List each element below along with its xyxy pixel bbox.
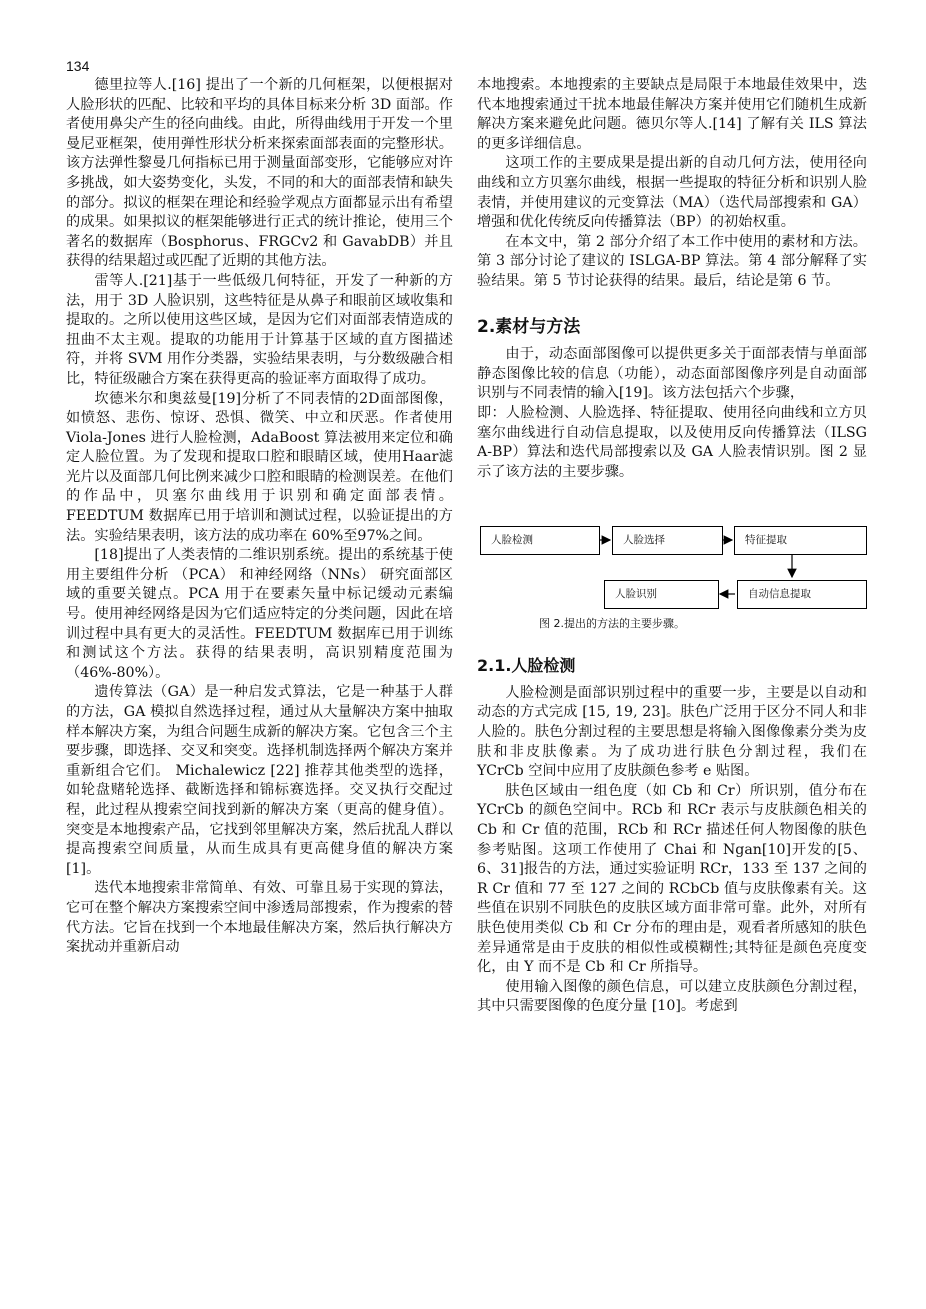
- page-number: 134: [66, 58, 90, 74]
- paragraph-lei: 雷等人.[21]基于一些低级几何特征，开发了一种新的方法，用于 3D 人脸识别，这些特征是从鼻子和眼前区域收集和提取的。之所以使用这些区域，是因为它们对面部表情造成的扭曲不太主观。提取的功能用于计算基于区域的直方图描述符，并将 SVM 用作分类器，实验结果表明，与分数级融合相比，特征级融合方案在获得更高的验证率方面取得了成功。: [66, 272, 453, 387]
- paragraph-contribution: 这项工作的主要成果是提出新的自动几何方法，使用径向曲线和立方贝塞尔曲线，根据一些提取的特征分析和识别人脸表情，并使用建议的元变算法（MA）（迭代局部搜索和 GA）增强和优化传统反向传播算法（BP）的初始权重。: [477, 155, 867, 231]
- box-face-recognition: 人脸识别: [604, 580, 719, 609]
- paragraph-outline: 在本文中，第 2 部分介绍了本工作中使用的素材和方法。第 3 部分讨论了建议的 ISLGA-BP 算法。第 4 部分解释了实验结果。第 5 节讨论获得的结果。最后，结论是第 6 节。: [477, 233, 867, 289]
- paragraph-ref18: [18]提出了人类表情的二维识别系统。提出的系统基于使用主要组件分析 （PCA） 和神经网络（NNs） 研究面部区域的重要关键点。PCA 用于在要素矢量中标记缓动元素编号。使用神经网络是因为它们适应特定的分类问题，因此在培训过程中具有更大的灵活性。FEEDTUM 数据库已用于训练和测试这个方法。获得的结果表明，高识别精度范围为（46%-80%）。: [66, 547, 453, 681]
- box-feature-extraction: 特征提取: [734, 526, 867, 555]
- section-2-heading: 2.素材与方法: [477, 316, 581, 337]
- left-column: [66, 76, 453, 958]
- section-2-1-paragraph-2: 肤色区域由一组色度（如 Cb 和 Cr）所识别，值分布在 YCrCb 的颜色空间中。RCb 和 RCr 表示与皮肤颜色相关的 Cb 和 Cr 值的范围，RCb 和 RCr 描述任何人物图像的肤色参考贴图。这项工作使用了 Chai 和 Ngan[10]开发的[5、6、31]报告的方法，通过实验证明 RCr，133 至 137 之间的 R Cr 值和 77 至 127 之间的 RCbCb 值与皮肤像素有关。这些值在识别不同肤色的皮肤区域方面非常可靠。此外，对所有肤色使用类似 Cb 和 Cr 分布的理由是，观看者所感知的肤色差异通常是由于皮肤的相似性或模糊性;其特征是颜色亮度变化，由 Y 而不是 Cb 和 Cr 所指导。: [477, 782, 867, 976]
- figure-2-caption: 图 2.提出的方法的主要步骤。: [539, 617, 685, 631]
- paragraph-drira: 德里拉等人.[16] 提出了一个新的几何框架，以便根据对人脸形状的匹配、比较和平均的具体目标来分析 3D 面部。作者使用鼻尖产生的径向曲线。由此，所得曲线用于开发一个里曼尼亚框架，使用弹性形状分析来探索面部表面的完整形状。该方法弹性黎曼几何指标已用于测量面部变形，它能够应对许多挑战，如大姿势变化，头发，不同的和大的面部表情和缺失的部分。拟议的框架在理论和经验学观点方面都显示出有希望的成果。如果拟议的框架能够进行正式的统计推论，使用三个著名的数据库（Bosphorus、FRGCv2 和 GavabDB）并且获得的结果超过或匹配了近期的其他方法。: [66, 77, 453, 270]
- box-face-selection: 人脸选择: [612, 526, 723, 555]
- section-2-paragraph-1: 由于，动态面部图像可以提供更多关于面部表情与单面部静态图像比较的信息（功能），动态面部图像序列是自动面部识别与不同表情的输入[19]。该方法包括六个步骤，: [477, 346, 867, 402]
- section-2-1-heading: 2.1.人脸检测: [477, 656, 576, 676]
- paragraph-ils-cont: 本地搜索。本地搜索的主要缺点是局限于本地最佳效果中，迭代本地搜索通过干扰本地最佳解决方案并使用它们随机生成新解决方案来避免此问题。德贝尔等人.[14] 了解有关 ILS 算法的更多详细信息。: [477, 77, 867, 152]
- box-auto-info-extraction: 自动信息提取: [737, 580, 867, 609]
- paragraph-ga: 遗传算法（GA）是一种启发式算法，它是一种基于人群的方法，GA 模拟自然选择过程，通过从大量解决方案中抽取样本解决方案，为组合问题生成新的解决方案。它包含三个主要步骤，即选择、交叉和突变。选择机制选择两个解决方案并重新组合它们。 Michalewicz [22] 推荐其他类型的选择，如轮盘赌轮选择、截断选择和锦标赛选择。交叉执行交配过程，此过程从搜索空间找到新的解决方案（更高的健身值）。突变是本地搜索产品，它找到邻里解决方案，然后扰乱人群以提高搜索空间质量，从而生成具有更高健身值的解决方案 [1]。: [66, 684, 453, 877]
- section-2-1-paragraph-3: 使用输入图像的颜色信息，可以建立皮肤颜色分割过程，其中只需要图像的色度分量 [10]。考虑到: [477, 978, 867, 1015]
- paragraph-kandemir: 坎德米尔和奥兹曼[19]分析了不同表情的2D面部图像，如愤怒、悲伤、惊讶、恐惧、微笑、中立和厌恶。作者使用 Viola-Jones 进行人脸检测，AdaBoost 算法被用来定位和确定人脸位置。为了发现和提取口腔和眼睛区域，使用Haar滤光片以及面部几何比例来减少口腔和眼睛的检测误差。在他们的作品中，贝塞尔曲线用于识别和确定面部表情。FEEDTUM 数据库已用于培训和测试过程，以验证提出的方法。实验结果表明，该方法的成功率在 60%至97%之间。: [66, 390, 453, 544]
- box-face-detection: 人脸检测: [480, 526, 600, 555]
- right-column: [477, 76, 867, 1017]
- paragraph-ils: 迭代本地搜索非常简单、有效、可靠且易于实现的算法，它可在整个解决方案搜索空间中渗透局部搜索，作为搜索的替代方法。它旨在找到一个本地最佳解决方案，然后执行解决方案扰动并重新启动: [66, 880, 453, 956]
- section-2-1-paragraph-1: 人脸检测是面部识别过程中的重要一步，主要是以自动和动态的方式完成 [15, 19, 23]。肤色广泛用于区分不同人和非人脸的。肤色分割过程的主要思想是将输入图像像素分类为皮肤和非皮肤像素。为了成功进行肤色分割过程，我们在 YCrCb 空间中应用了皮肤颜色参考 e 贴图。: [477, 684, 867, 780]
- figure-2-flowchart: [477, 512, 867, 640]
- section-2-paragraph-2: 即：人脸检测、人脸选择、特征提取、使用径向曲线和立方贝塞尔曲线进行自动信息提取，以及使用反向传播算法（ILSG A-BP）算法和迭代局部搜索以及 GA 人脸表情识别。图 2 显示了该方法的主要步骤。: [477, 404, 867, 480]
